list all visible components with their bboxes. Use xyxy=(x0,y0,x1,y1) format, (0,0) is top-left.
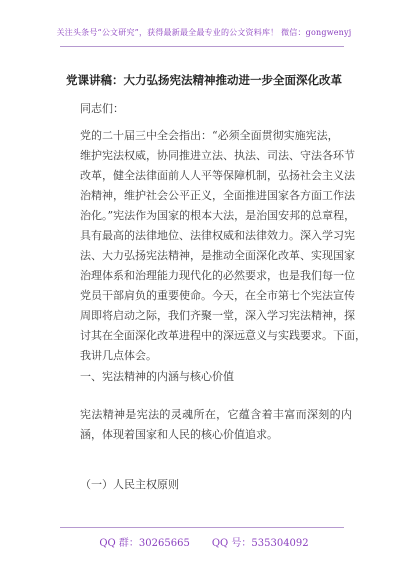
paragraph-line: 讨其在全面深化改革进程中的深远意义与实践要求。下面， xyxy=(80,329,366,342)
salutation: 同志们： xyxy=(80,102,124,115)
paragraph-line: 党的二十届三中全会指出：“必须全面贯彻实施宪法， xyxy=(80,129,339,142)
paragraph-line: 我讲几点体会。 xyxy=(80,349,157,362)
intro-paragraph xyxy=(80,126,366,366)
footer-qq-number: QQ 号：535304092 xyxy=(211,538,309,549)
paragraph-line: 党员干部肩负的重要使命。今天，在全市第七个宪法宣传 xyxy=(80,289,355,302)
document-title: 党课讲稿：大力弘扬宪法精神推动进一步全面深化改革 xyxy=(66,73,342,87)
section-heading: 一、宪法精神的内涵与核心价值 xyxy=(80,370,234,383)
paragraph-line: 周即将启动之际，我们齐聚一堂，深入学习宪法精神，探 xyxy=(80,309,355,322)
footer xyxy=(0,534,408,549)
paragraph-line: 治化。”宪法作为国家的根本大法，是治国安邦的总章程， xyxy=(80,209,356,222)
header-banner: 关注头条号“公文研究”，获得最新最全最专业的公文资料库！ 微信：gongwenyj xyxy=(56,28,352,37)
paragraph-line: 涵，体现着国家和人民的核心价值追求。 xyxy=(80,428,278,441)
header-divider xyxy=(60,46,344,47)
paragraph-line: 维护宪法权威，协同推进立法、执法、司法、守法各环节 xyxy=(80,149,355,162)
paragraph-line: 具有最高的法律地位、法律权威和法律效力。深入学习宪 xyxy=(80,229,355,242)
paragraph-line: 改革，健全法律面前人人平等保障机制，弘扬社会主义法 xyxy=(80,169,355,182)
subsection-heading: （一）人民主权原则 xyxy=(80,478,179,491)
section-paragraph xyxy=(80,405,352,445)
footer-divider xyxy=(60,527,344,528)
paragraph-line: 宪法精神是宪法的灵魂所在，它蕴含着丰富而深刻的内 xyxy=(80,408,352,421)
paragraph-line: 治精神，维护社会公平正义，全面推进国家各方面工作法 xyxy=(80,189,355,202)
paragraph-line: 法、大力弘扬宪法精神，是推动全面深化改革、实现国家 xyxy=(80,249,355,262)
footer-qq-group: QQ 群：30265665 xyxy=(99,538,190,549)
paragraph-line: 治理体系和治理能力现代化的必然要求，也是我们每一位 xyxy=(80,269,355,282)
